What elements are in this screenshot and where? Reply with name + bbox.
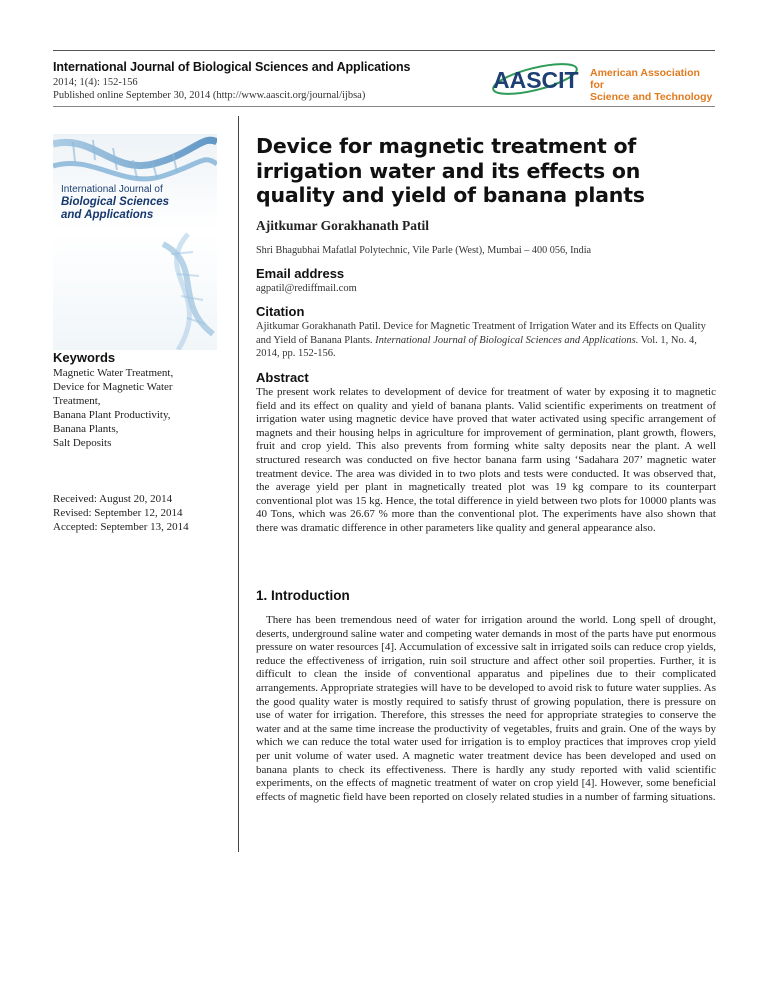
keyword: Banana Plant Productivity, xyxy=(53,409,171,421)
keyword: Device for Magnetic Water xyxy=(53,381,173,393)
keyword: Treatment, xyxy=(53,395,101,407)
keywords-list xyxy=(53,366,173,450)
header-rule xyxy=(53,106,715,107)
keyword: Salt Deposits xyxy=(53,437,112,449)
organization-name xyxy=(590,67,715,103)
cover-title xyxy=(61,184,169,222)
published-line: Published online September 30, 2014 (http://www.aascit.org/journal/ijbsa) xyxy=(53,90,366,101)
column-divider xyxy=(238,116,239,852)
abstract-body: The present work relates to development of device for treatment of water by exposing it to magnetic field and its effect on quality and yield of banana plants. Valid scientific experiments on treatment of irrigation water using magnetic device have proved that water activated using specific arrangement of magnets and their housing helps in agriculture for improvement of germination, plant growth, flowers, fruit and crop yield. This also prevents from forming white salty deposits near the plant. A well structured research was conducted on five hector banana farm using ‘Sadahara 207’ magnetic water treatment device. The area was divided in to two plots and tests were conducted. It was observed that, the average yield per plant in magnetically treated plot was 19 kg compare to its counterpart conventional plot was 15 kg. Hence, the total difference in yield between two plots for 10000 plants was 40 Tons, which was 26.67 % more than the conventional plot. The experiments have also shown that there was dramatic difference in other parameters like quality and general appearance also. xyxy=(256,386,716,534)
introduction-body: There has been tremendous need of water for irrigation around the world. Long spell of drought, deserts, underground saline water and competing water demands in most of the parts have put enormous pressure on water resources [4]. Accumulation of excessive salt in irrigated soils can reduce crop yields, reduce the effectiveness of irrigation, ruin soil structure and affect other soil properties. Further, it is difficult to clean the inside of conventional apparatus and pipelines due to their complicated arrangements. Appropriate strategies will have to be developed to avoid risk to future water supplies. As the good quality water is mostly required to satisfy thrust of growing population, there is pressure on use of water for irrigation. Therefore, this stresses the need for appropriate strategies to conserve the water and at the same time increase the productivity of vegetables, fruits and grain. One of the ways by which we can reduce the total water used for irrigation is to employ practices that improves crop yield per unit volume of water used. A magnetic water treatment device has been developed and used on banana plants to check its effectiveness. There is hardly any study reported with valid scientific experiments, on the effects of magnetic treatment of water on crop yield [4]. However, some beneficial effects of magnetic field have been reported on closely related studies in a number of farming situations. xyxy=(256,614,716,803)
article-dates xyxy=(53,492,189,534)
received-date: Received: August 20, 2014 xyxy=(53,493,173,505)
citation-volume: Vol. 1, No. 4, 2014, pp. 152-156. xyxy=(256,334,697,359)
cover-line-2: Biological Sciences xyxy=(61,196,170,208)
org-line-1: American Association for xyxy=(590,67,700,91)
volume-pages: 2014; 1(4): 152-156 xyxy=(53,77,138,88)
dna-helix-illustration xyxy=(53,134,217,350)
email-heading: Email address xyxy=(256,266,345,281)
citation-text xyxy=(256,320,716,361)
abstract-heading: Abstract xyxy=(256,370,309,385)
keywords-heading: Keywords xyxy=(53,350,116,365)
email-address: agpatil@rediffmail.com xyxy=(256,283,357,294)
journal-name: International Journal of Biological Sciences and Applications xyxy=(53,60,411,74)
introduction-heading: 1. Introduction xyxy=(256,588,350,603)
citation-heading: Citation xyxy=(256,304,305,319)
keyword: Magnetic Water Treatment, xyxy=(53,367,174,379)
cover-line-1: International Journal of xyxy=(61,184,163,195)
cover-line-3: and Applications xyxy=(61,209,154,221)
citation-journal: International Journal of Biological Sciences and Applications. xyxy=(375,334,639,346)
article-title: Device for magnetic treatment of irrigation water and its effects on quality and yield of banana plants xyxy=(256,134,645,207)
aascit-logo xyxy=(490,57,715,103)
org-line-2: Science and Technology xyxy=(590,91,713,103)
top-rule xyxy=(53,50,715,51)
keyword: Banana Plants, xyxy=(53,423,119,435)
accepted-date: Accepted: September 13, 2014 xyxy=(53,521,189,533)
journal-cover-image xyxy=(53,134,217,350)
author-affiliation: Shri Bhagubhai Mafatlal Polytechnic, Vile Parle (West), Mumbai – 400 056, India xyxy=(256,245,592,256)
citation-main: Ajitkumar Gorakhanath Patil. Device for Magnetic Treatment of Irrigation Water and its Effects on Quality and Yield of Banana Plants. xyxy=(256,321,706,346)
journal-meta xyxy=(53,76,365,102)
author-name: Ajitkumar Gorakhanath Patil xyxy=(256,218,430,233)
aascit-logo-mark xyxy=(490,57,580,103)
logo-text: AASCIT xyxy=(493,67,579,93)
revised-date: Revised: September 12, 2014 xyxy=(53,507,183,519)
